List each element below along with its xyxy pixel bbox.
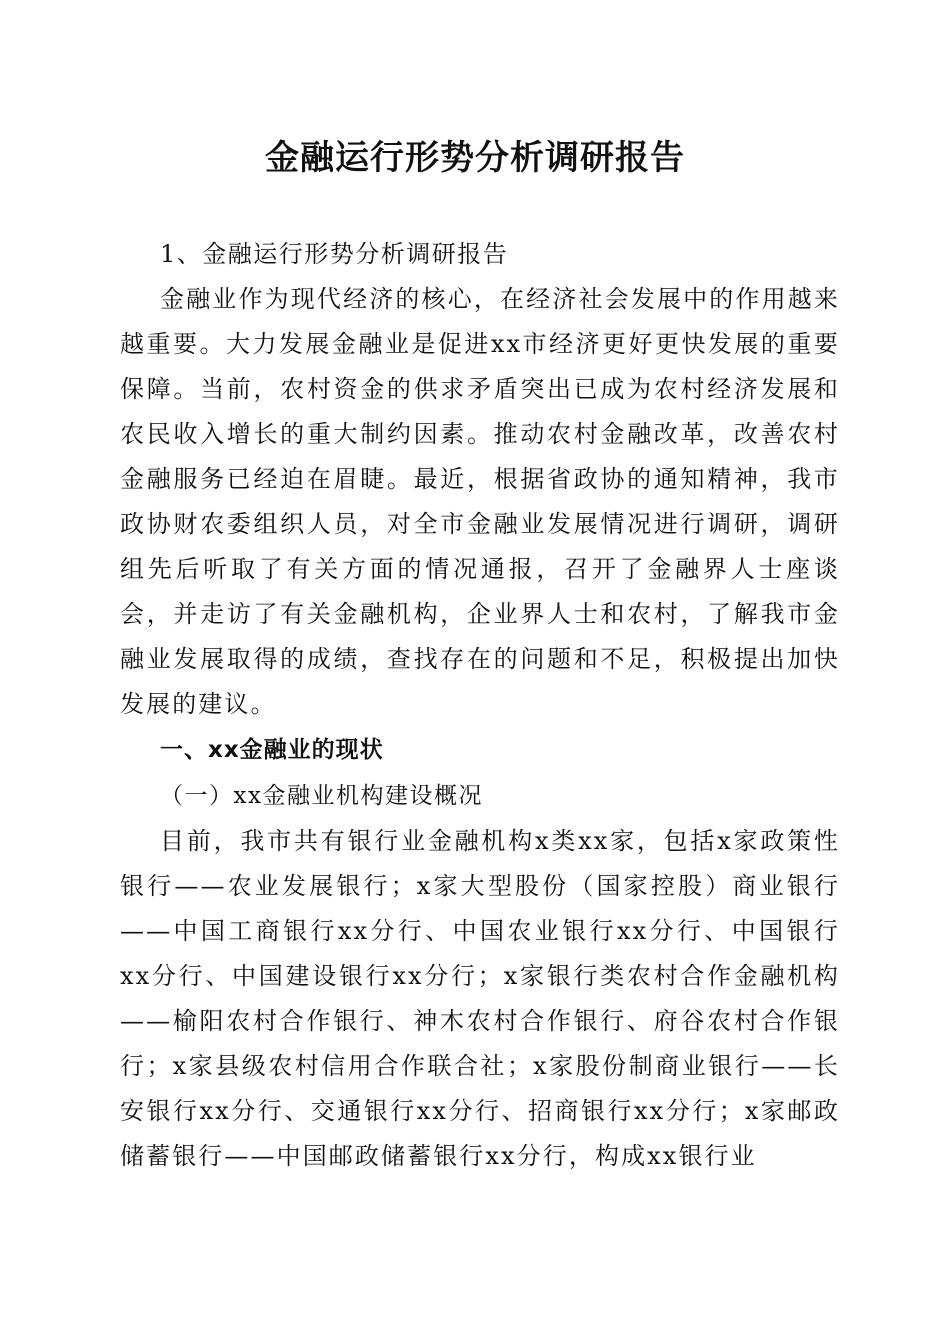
item-heading: 1、金融运行形势分析调研报告 <box>160 240 509 268</box>
body-paragraph: 目前，我市共有银行业金融机构x类xx家，包括x家政策性银行——农业发展银行；x家大型股份（国家控股）商业银行——中国工商银行xx分行、中国农业银行xx分行、中国银行xx分行、中国建设银行xx分行；x家银行类农村合作金融机构——榆阳农村合作银行、神木农村合作银行、府谷农村合作银行；x家县级农村信用合作联合社；x家股份制商业银行——长安银行xx分行、交通银行xx分行、招商银行xx分行；x家邮政储蓄银行——中国邮政储蓄银行xx分行，构成xx银行业 <box>120 827 840 1170</box>
document-body <box>120 232 840 1179</box>
subsection-heading: （一）xx金融业机构建设概况 <box>160 783 483 809</box>
section-heading: 一、xx金融业的现状 <box>160 737 384 763</box>
intro-paragraph: 金融业作为现代经济的核心，在经济社会发展中的作用越来越重要。大力发展金融业是促进xx市经济更好更快发展的重要保障。当前，农村资金的供求矛盾突出已成为农村经济发展和农民收入增长的重大制约因素。推动农村金融改革，改善农村金融服务已经迫在眉睫。最近，根据省政协的通知精神，我市政协财农委组织人员，对全市金融业发展情况进行调研，调研组先后听取了有关方面的情况通报，召开了金融界人士座谈会，并走访了有关金融机构，企业界人士和农村，了解我市金融业发展取得的成绩，查找存在的问题和不足，积极提出加快发展的建议。 <box>120 285 840 718</box>
document-title: 金融运行形势分析调研报告 <box>265 138 685 178</box>
